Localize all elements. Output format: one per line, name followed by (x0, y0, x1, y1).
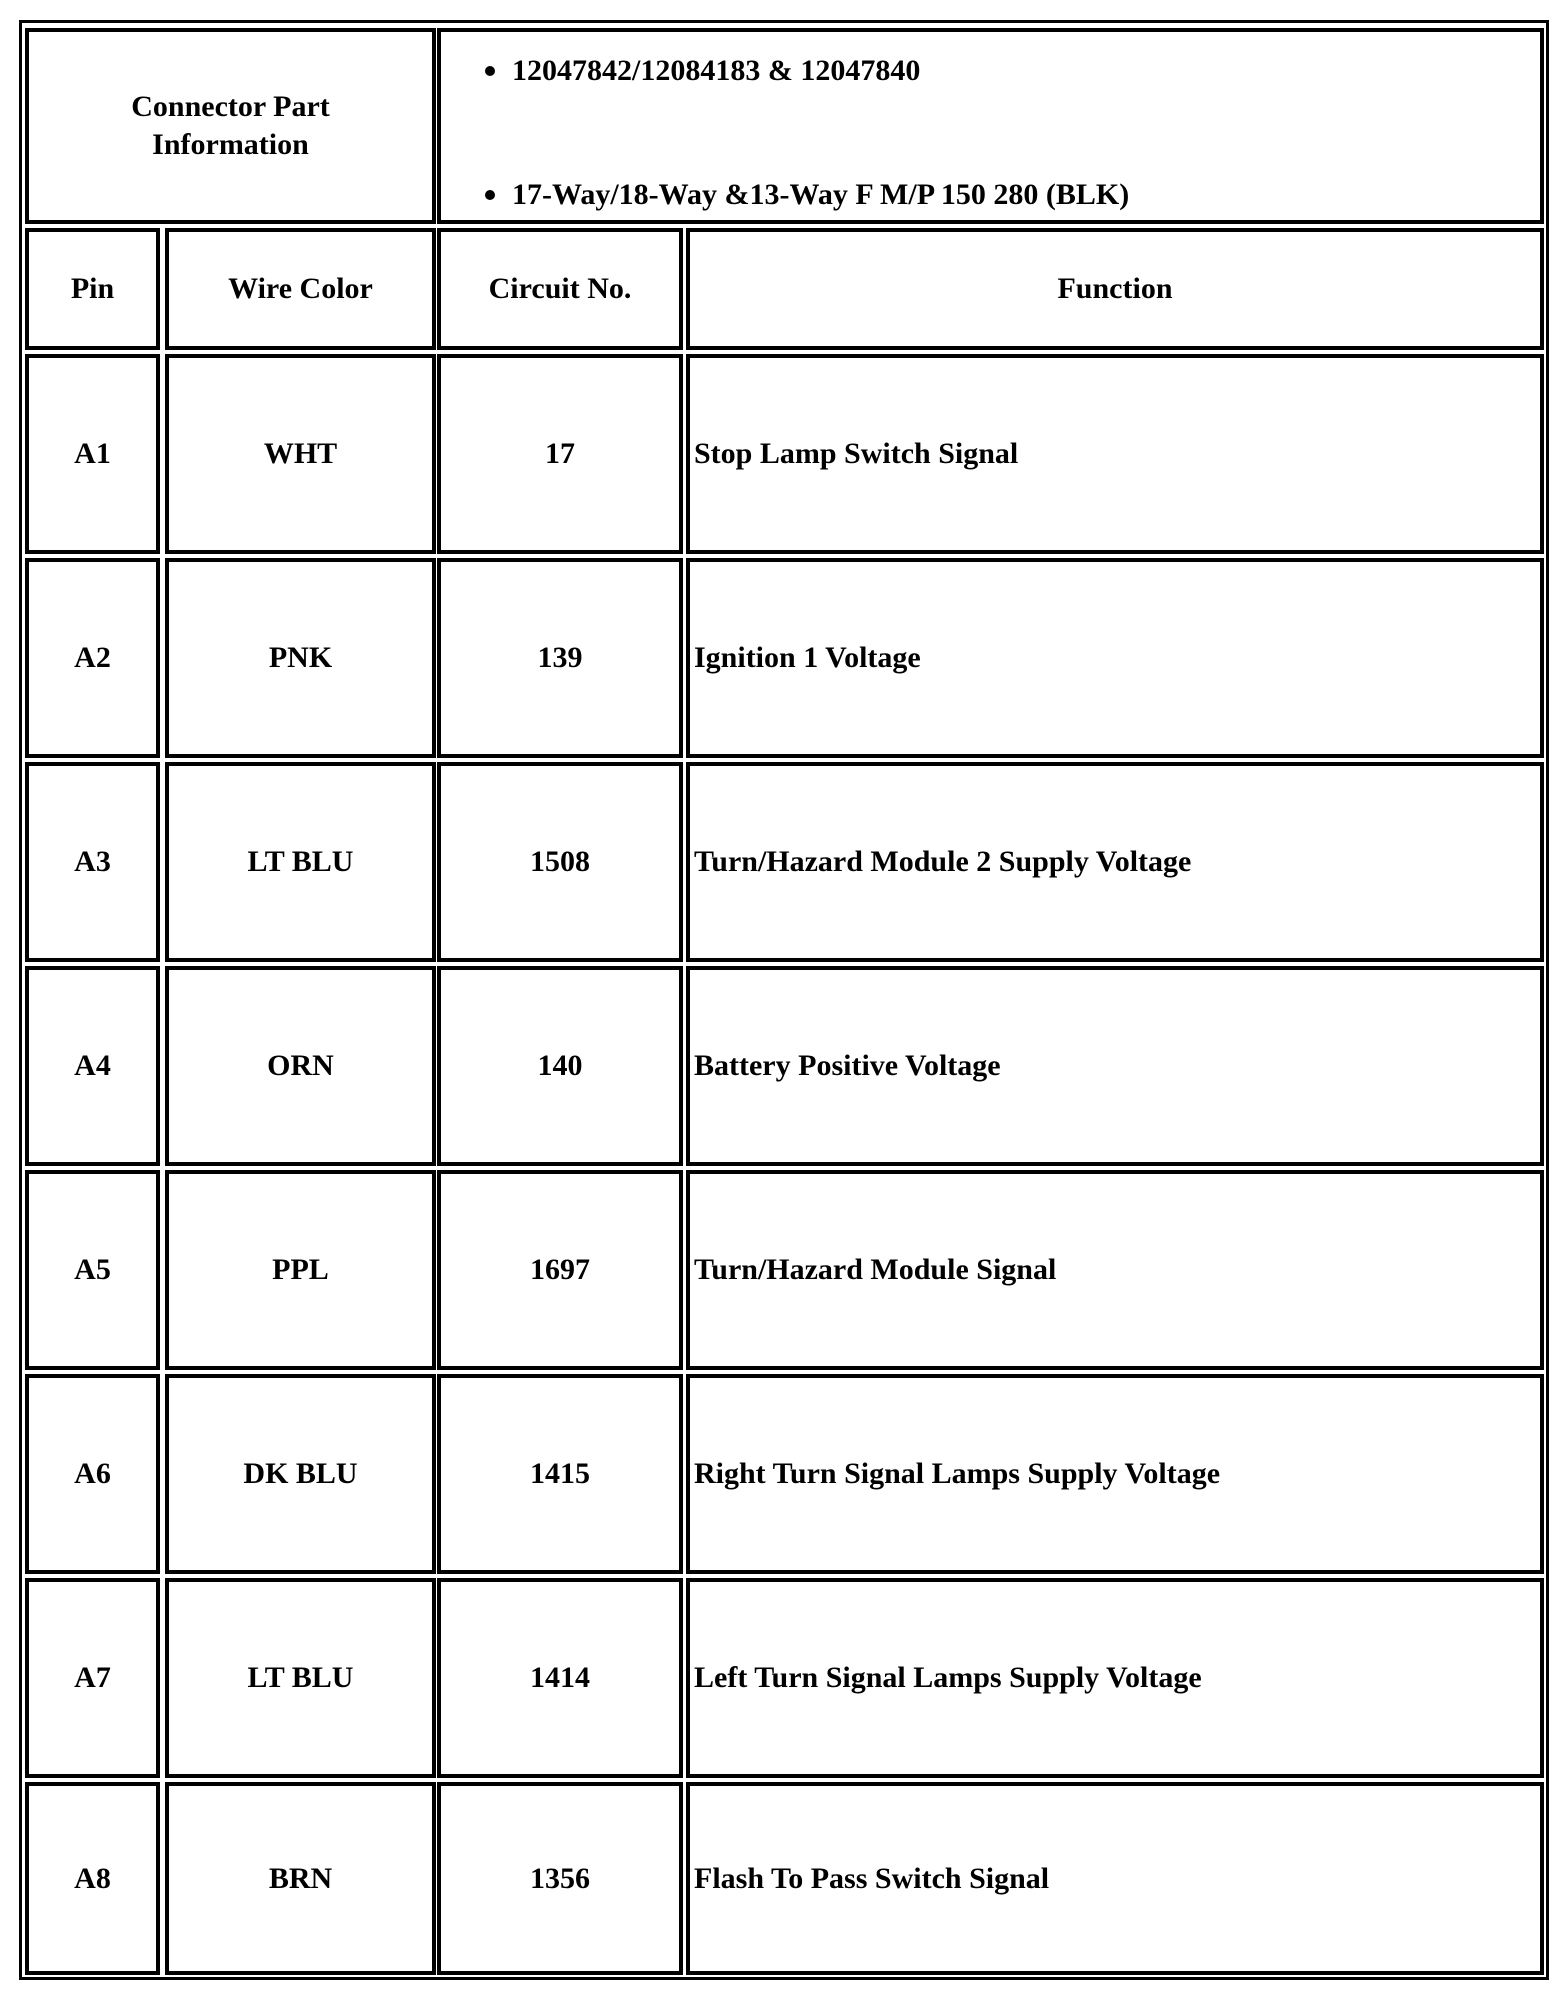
pin-cell (25, 1782, 160, 1975)
wire-color-value: LT BLU (247, 1661, 354, 1694)
connector-info-label-cell (25, 28, 436, 224)
bullet-icon (485, 66, 495, 76)
circuit-cell (437, 1170, 683, 1370)
pin-cell (25, 1374, 160, 1574)
wire-color-value: BRN (268, 1861, 333, 1895)
connector-part-numbers (485, 52, 920, 90)
header-function (686, 228, 1544, 350)
pin-value: A3 (74, 845, 111, 878)
pin-value: A2 (74, 641, 111, 674)
header-wire-color (165, 228, 436, 350)
connector-part-numbers-text: 12047842/12084183 & 12047840 (512, 54, 921, 87)
wire-color-cell (165, 1578, 436, 1778)
pin-cell (25, 1170, 160, 1370)
pin-cell (25, 1578, 160, 1778)
function-value: Turn/Hazard Module 2 Supply Voltage (694, 845, 1192, 878)
wire-color-cell (165, 966, 436, 1166)
wire-color-value: ORN (267, 1049, 334, 1082)
function-value: Right Turn Signal Lamps Supply Voltage (694, 1457, 1221, 1490)
pin-cell (25, 558, 160, 758)
pin-value: A4 (74, 1049, 111, 1082)
circuit-cell (437, 966, 683, 1166)
wire-color-cell (165, 354, 436, 554)
wire-color-cell (165, 1782, 436, 1975)
wire-color-value: LT BLU (247, 845, 354, 878)
pin-value: A8 (74, 1861, 111, 1895)
circuit-cell (437, 762, 683, 962)
circuit-value: 1415 (530, 1457, 590, 1490)
connector-description-text: 17-Way/18-Way &13-Way F M/P 150 280 (BLK) (512, 178, 1130, 211)
wire-color-cell (165, 1374, 436, 1574)
bullet-icon (485, 190, 495, 200)
pin-value: A7 (74, 1661, 111, 1694)
header-wire-color-label: Wire Color (228, 272, 373, 305)
circuit-value: 17 (545, 437, 575, 470)
function-cell (686, 762, 1544, 962)
wire-color-value: WHT (263, 437, 338, 470)
header-pin (25, 228, 160, 350)
connector-info-label: Connector Part Information (131, 90, 330, 161)
circuit-cell (437, 1374, 683, 1574)
function-value: Left Turn Signal Lamps Supply Voltage (694, 1661, 1202, 1694)
circuit-value: 1508 (530, 845, 590, 878)
function-cell (686, 1170, 1544, 1370)
pin-cell (25, 966, 160, 1166)
connector-description (485, 176, 1129, 214)
function-value: Stop Lamp Switch Signal (694, 437, 1019, 470)
pin-value: A1 (74, 437, 111, 470)
circuit-cell (437, 1578, 683, 1778)
function-value: Turn/Hazard Module Signal (694, 1253, 1057, 1286)
pin-value: A6 (74, 1457, 111, 1490)
header-circuit-no (437, 228, 683, 350)
wire-color-value: PNK (268, 641, 333, 674)
wire-color-value: PPL (272, 1253, 329, 1286)
circuit-value: 1697 (530, 1253, 590, 1286)
pin-value: A5 (74, 1253, 111, 1286)
circuit-cell (437, 558, 683, 758)
pin-cell (25, 762, 160, 962)
wire-color-cell (165, 558, 436, 758)
function-cell (686, 1782, 1544, 1975)
function-cell (686, 1374, 1544, 1574)
wire-color-cell (165, 1170, 436, 1370)
circuit-value: 139 (537, 641, 583, 674)
function-cell (686, 966, 1544, 1166)
function-cell (686, 1578, 1544, 1778)
function-value: Flash To Pass Switch Signal (694, 1861, 1050, 1895)
wire-color-value: DK BLU (243, 1457, 358, 1490)
circuit-value: 140 (537, 1049, 583, 1082)
wire-color-cell (165, 762, 436, 962)
pin-cell (25, 354, 160, 554)
function-cell (686, 354, 1544, 554)
function-value: Ignition 1 Voltage (694, 641, 921, 674)
header-function-label: Function (1057, 272, 1173, 305)
header-pin-label: Pin (70, 272, 115, 305)
connector-info-bullets-cell (437, 28, 1544, 224)
function-value: Battery Positive Voltage (694, 1049, 1001, 1082)
header-circuit-no-label: Circuit No. (488, 272, 632, 305)
circuit-value: 1356 (530, 1861, 590, 1895)
circuit-cell (437, 354, 683, 554)
circuit-cell (437, 1782, 683, 1975)
circuit-value: 1414 (530, 1661, 590, 1694)
function-cell (686, 558, 1544, 758)
